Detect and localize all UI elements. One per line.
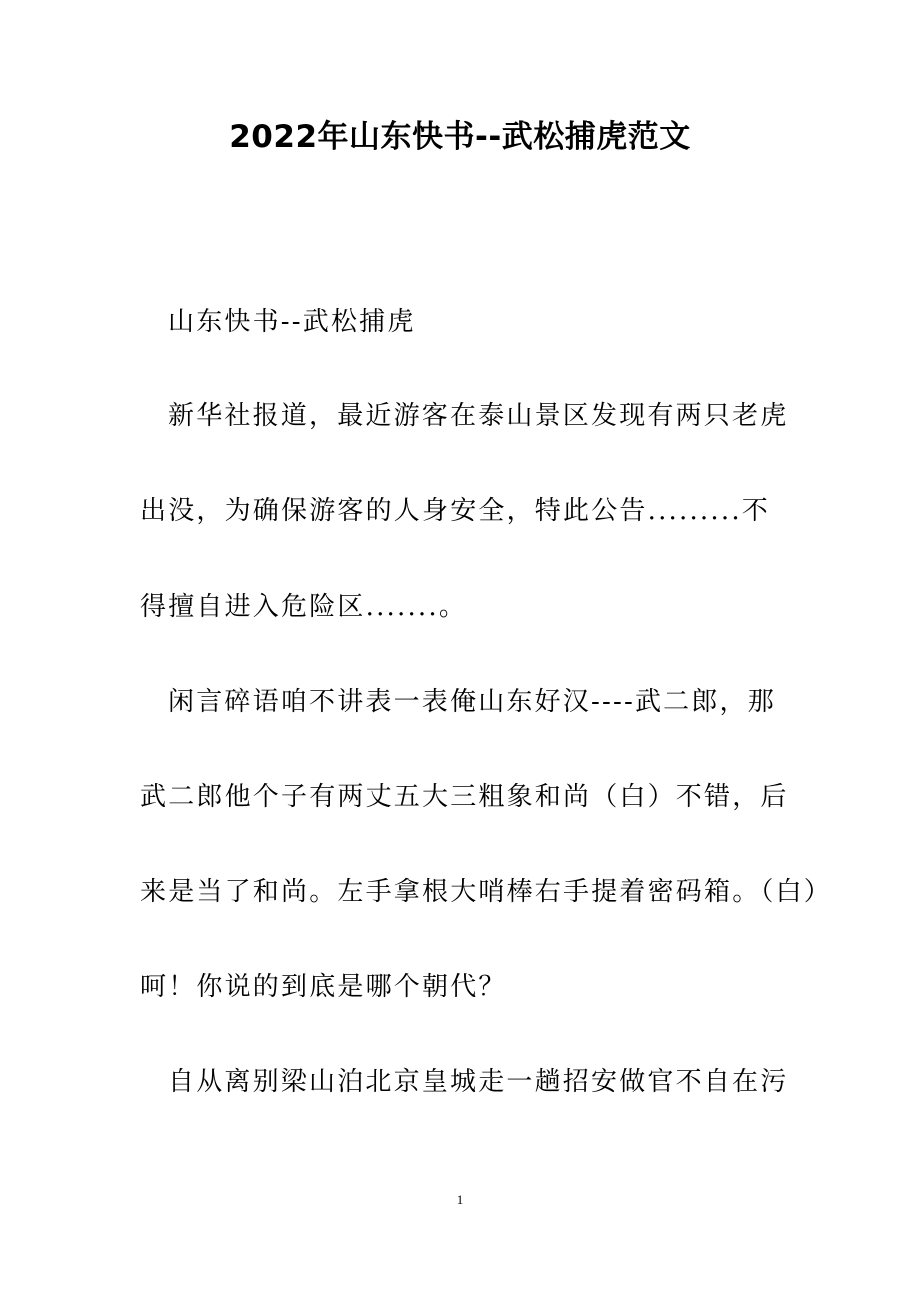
document-title: 2022年山东快书--武松捕虎范文 bbox=[229, 119, 691, 155]
paragraph-line-2: 出没，为确保游客的人身安全，特此公告.........不 bbox=[140, 496, 770, 526]
page-number: 1 bbox=[456, 1192, 464, 1207]
subtitle-line: 山东快书--武松捕虎 bbox=[168, 307, 416, 337]
paragraph-line-6: 来是当了和尚。左手拿根大哨棒右手提着密码箱。（白） bbox=[140, 877, 833, 907]
paragraph-line-8: 自从离别梁山泊北京皇城走一趟招安做官不自在污 bbox=[168, 1067, 789, 1097]
paragraph-line-7: 呵！你说的到底是哪个朝代？ bbox=[140, 972, 507, 1002]
paragraph-line-5: 武二郎他个子有两丈五大三粗象和尚（白）不错，后 bbox=[140, 782, 789, 812]
paragraph-line-3: 得擅自进入危险区.......。 bbox=[140, 592, 468, 622]
paragraph-line-4: 闲言碎语咱不讲表一表俺山东好汉----武二郎，那 bbox=[168, 687, 776, 717]
paragraph-line-1: 新华社报道，最近游客在泰山景区发现有两只老虎 bbox=[168, 401, 789, 431]
